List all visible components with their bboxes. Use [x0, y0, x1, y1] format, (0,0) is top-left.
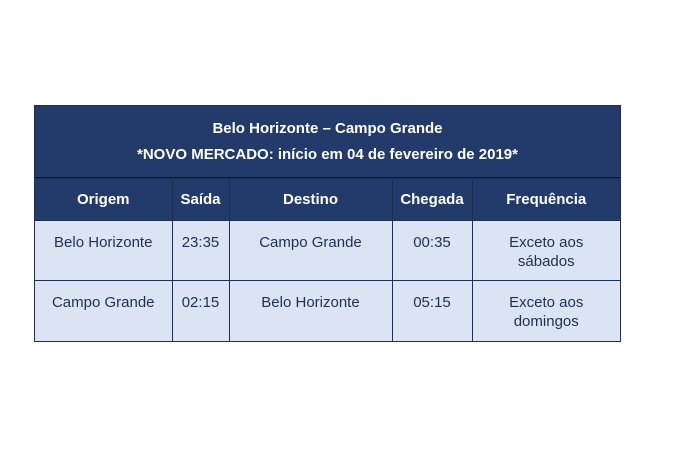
frequency-line: sábados [517, 253, 575, 270]
header-row [35, 179, 620, 221]
column-header-departure: Saída [172, 179, 229, 221]
table-row [35, 281, 620, 341]
column-header-frequency: Frequência [472, 179, 620, 221]
frequency-cell [472, 281, 620, 341]
origin-cell: Belo Horizonte [35, 221, 172, 281]
departure-cell: 23:35 [172, 221, 229, 281]
frequency-line: domingos [513, 313, 579, 330]
route-banner [35, 106, 620, 178]
new-market-notice: *NOVO MERCADO: início em 04 de fevereiro de 2019* [137, 146, 518, 163]
origin-cell: Campo Grande [35, 281, 172, 341]
flight-schedule-table [34, 105, 621, 342]
route-title: Belo Horizonte – Campo Grande [212, 120, 443, 137]
column-header-origin: Origem [35, 179, 172, 221]
departure-cell: 02:15 [172, 281, 229, 341]
schedule-grid [35, 178, 620, 341]
table-row [35, 221, 620, 281]
column-header-destination: Destino [229, 179, 392, 221]
frequency-cell [472, 221, 620, 281]
arrival-cell: 05:15 [392, 281, 472, 341]
destination-cell: Campo Grande [229, 221, 392, 281]
frequency-line: Exceto aos [509, 234, 584, 251]
frequency-line: Exceto aos [509, 294, 584, 311]
column-header-arrival: Chegada [392, 179, 472, 221]
arrival-cell: 00:35 [392, 221, 472, 281]
destination-cell: Belo Horizonte [229, 281, 392, 341]
